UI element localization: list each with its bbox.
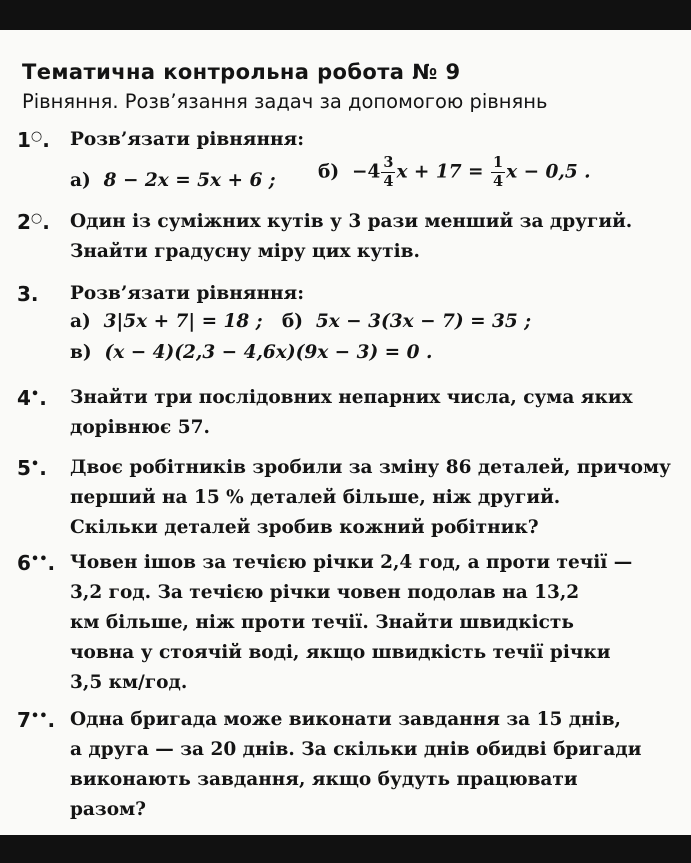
- task-3-text: Розв’язати рівняння:: [70, 283, 305, 304]
- task-1-equation-a: а) 8 − 2x = 5x + 6 ;: [70, 170, 276, 191]
- task-3-equations-ab: а) 3|5x + 7| = 18 ; б) 5x − 3(3x − 7) = 35 ;: [70, 311, 532, 332]
- task-7-text: Одна бригада може виконати завдання за 15 днів, а друга — за 20 днів. За скільки днів обидві бригади виконають завдання, якщо будуть працювати разом?: [70, 709, 642, 820]
- fraction-one-quarter: $\frac{1}{4}$: [493, 154, 504, 190]
- top-dark-border: [0, 0, 691, 30]
- task-3-equation-c: в) (x − 4)(2,3 − 4,6x)(9x − 3) = 0 .: [70, 342, 433, 363]
- task-1-text: Розв’язати рівняння:: [70, 129, 305, 150]
- page-title: Тематична контрольна робота № 9: [22, 60, 461, 84]
- task-2-number: 2○.: [17, 210, 50, 234]
- task-1-equation-b: б) −4 $\frac{3}{4}$ x + 17 = $\frac{1}{4}$ x − 0,5 .: [318, 154, 591, 190]
- task-3-number: 3.: [17, 282, 39, 306]
- task-6-text: Човен ішов за течією річки 2,4 год, а проти течії — 3,2 год. За течією річки човен подолав на 13,2 км більше, ніж проти течії. Знайти швидкість човна у стоячій воді, якщо швидкість течії річки 3,5 км/год.: [70, 552, 633, 693]
- fraction-three-quarters: $\frac{3}{4}$: [383, 154, 394, 190]
- task-4-text: Знайти три послідовних непарних числа, сума яких дорівнює 57.: [70, 387, 633, 438]
- task-4-number: 4•.: [17, 386, 47, 410]
- task-7-number: 7••.: [17, 708, 56, 732]
- task-5-number: 5•.: [17, 456, 47, 480]
- bottom-dark-border: [0, 835, 691, 863]
- task-2-text: Один із суміжних кутів у 3 рази менший за другий. Знайти градусну міру цих кутів.: [70, 211, 633, 262]
- page-subtitle: Рівняння. Розв’язання задач за допомогою рівнянь: [22, 90, 548, 113]
- task-6-number: 6••.: [17, 551, 56, 575]
- task-1-number: 1○.: [17, 128, 50, 152]
- task-5-text: Двоє робітників зробили за зміну 86 деталей, причому перший на 15 % деталей більше, ніж другий. Скільки деталей зробив кожний робітник?: [70, 457, 671, 538]
